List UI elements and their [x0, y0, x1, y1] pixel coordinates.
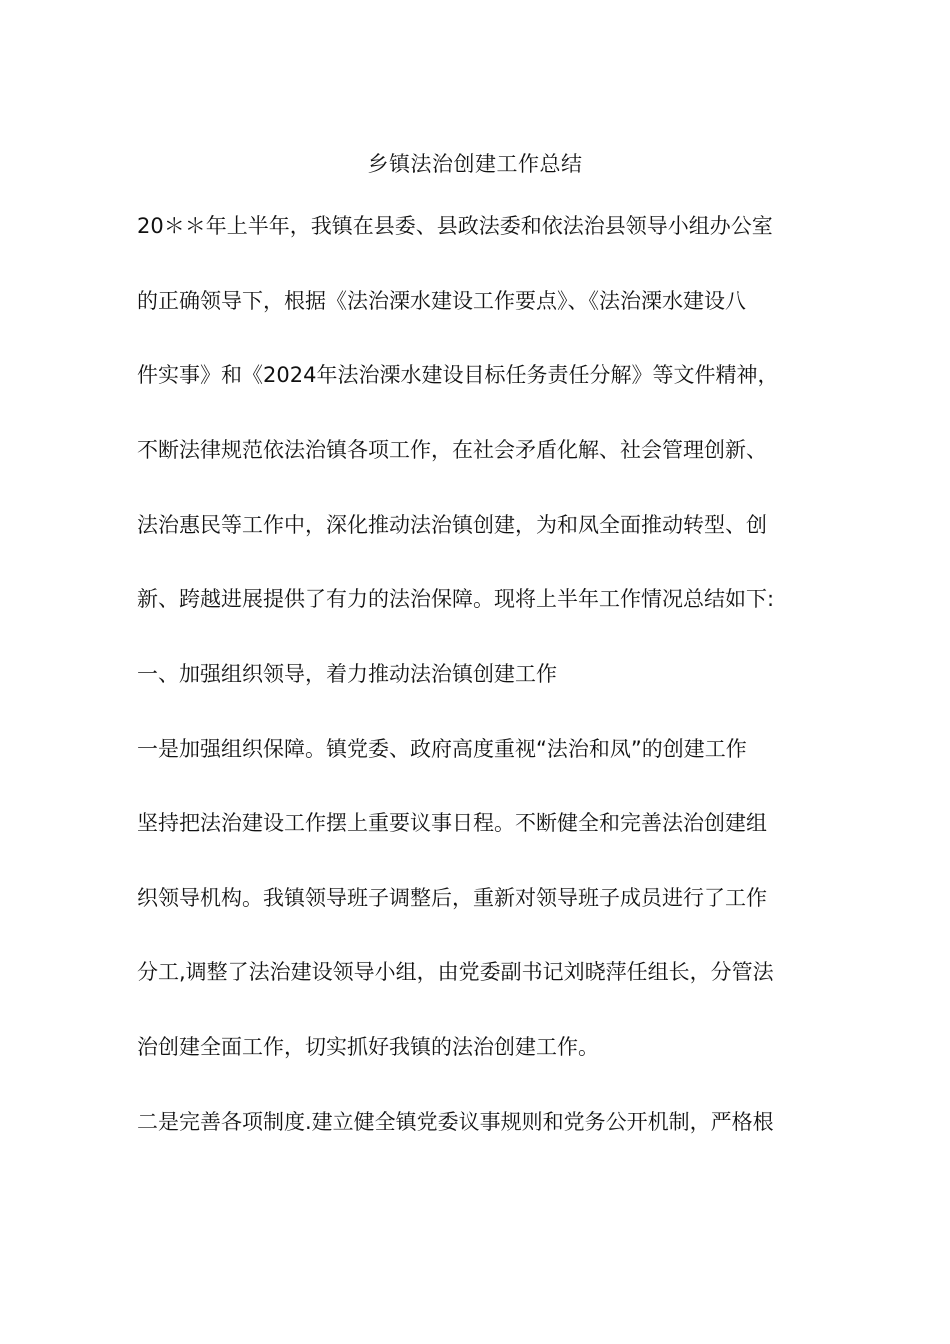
- paragraph-line-12: 二是完善各项制度.建立健全镇党委议事规则和党务公开机制，严格根: [137, 1110, 774, 1134]
- paragraph-line-7: 一是加强组织保障。镇党委、政府高度重视“法治和凤”的创建工作: [137, 737, 747, 761]
- section-heading-1: 一、加强组织领导，着力推动法治镇创建工作: [137, 662, 557, 686]
- document-title: 乡镇法治创建工作总结: [367, 152, 583, 176]
- paragraph-line-11: 治创建全面工作，切实抓好我镇的法治创建工作。: [137, 1035, 599, 1059]
- paragraph-line-3: 件实事》和《2024年法治溧水建设目标任务责任分解》等文件精神，: [137, 363, 779, 387]
- paragraph-line-8: 坚持把法治建设工作摆上重要议事日程。不断健全和完善法治创建组: [137, 811, 767, 835]
- paragraph-line-10: 分工,调整了法治建设领导小组，由党委副书记刘晓萍任组长，分管法: [137, 960, 774, 984]
- paragraph-line-6: 新、跨越进展提供了有力的法治保障。现将上半年工作情况总结如下:: [137, 587, 775, 611]
- paragraph-line-9: 织领导机构。我镇领导班子调整后，重新对领导班子成员进行了工作: [137, 886, 767, 910]
- paragraph-line-1: 20＊＊年上半年，我镇在县委、县政法委和依法治县领导小组办公室: [137, 214, 773, 238]
- paragraph-line-2: 的正确领导下，根据《法治溧水建设工作要点》、《法治溧水建设八: [137, 289, 746, 313]
- paragraph-line-4: 不断法律规范依法治镇各项工作，在社会矛盾化解、社会管理创新、: [137, 438, 767, 462]
- paragraph-line-5: 法治惠民等工作中，深化推动法治镇创建，为和凤全面推动转型、创: [137, 513, 767, 537]
